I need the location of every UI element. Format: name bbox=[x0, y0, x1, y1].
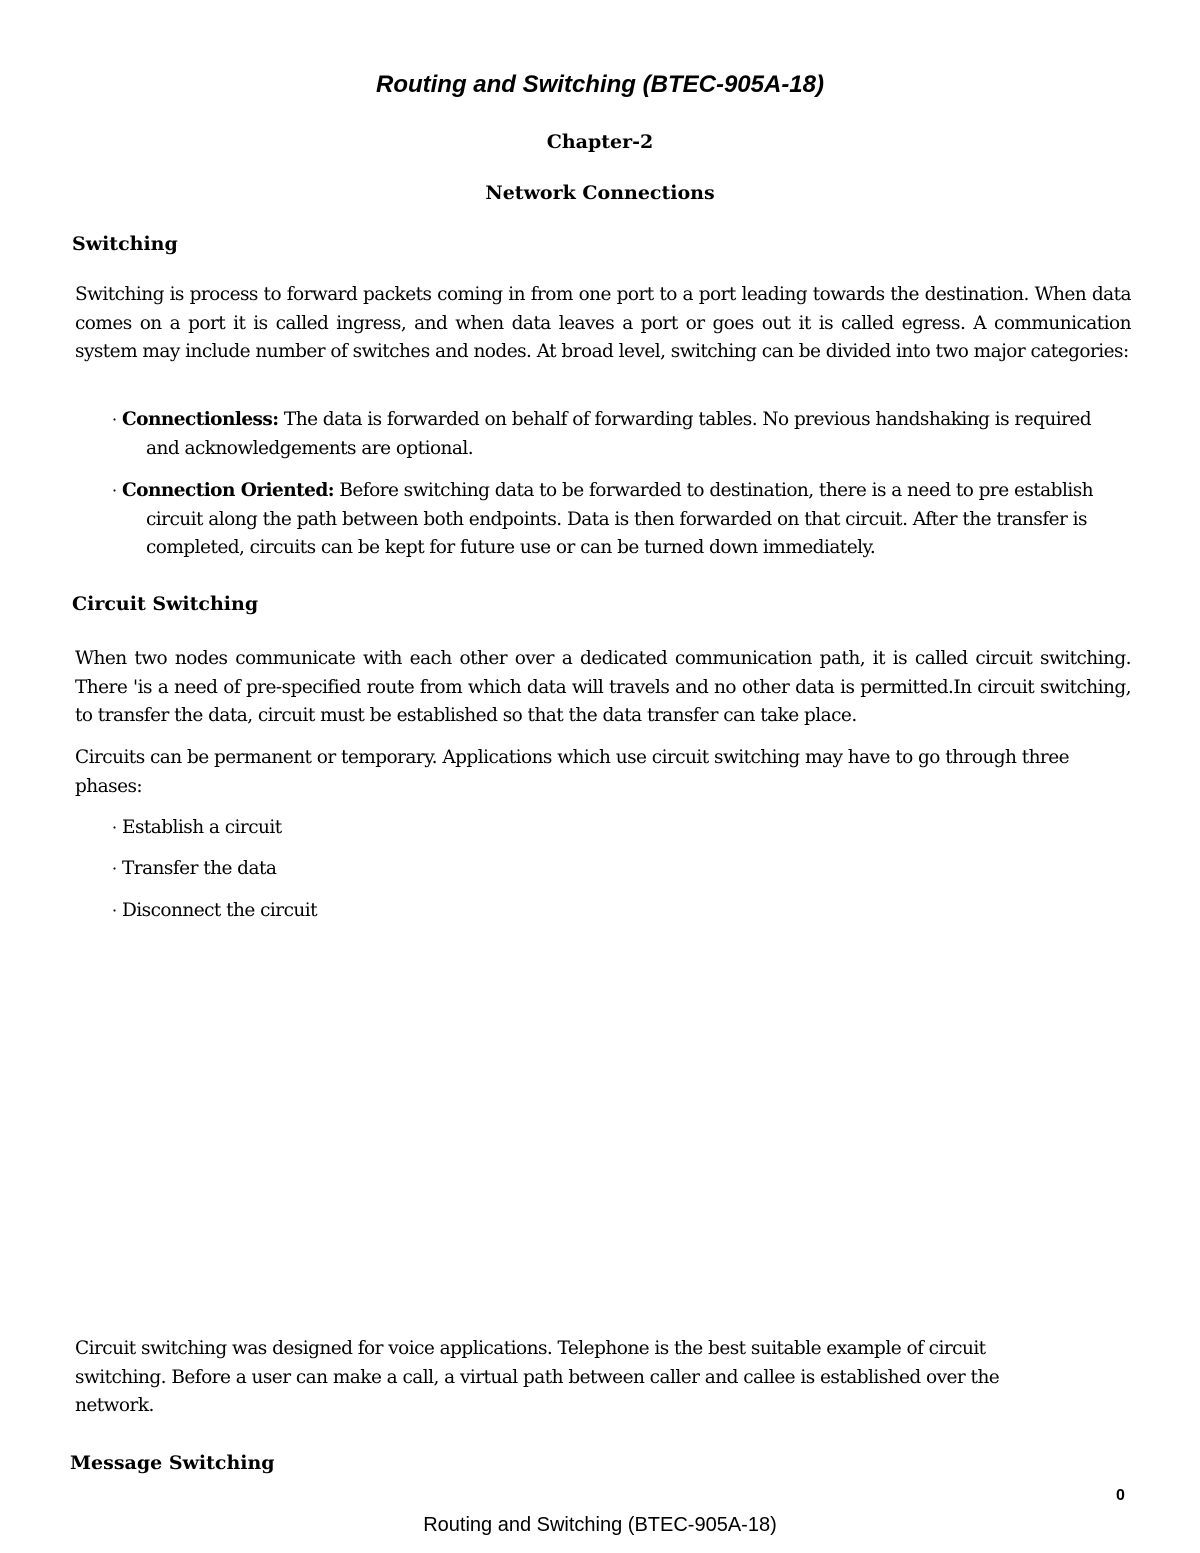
switching-heading: Switching bbox=[72, 233, 178, 255]
phase-item bbox=[112, 898, 317, 924]
page-footer: Routing and Switching (BTEC-905A-18) bbox=[423, 1514, 777, 1536]
phase-item bbox=[112, 815, 282, 841]
chapter-label: Chapter-2 bbox=[546, 131, 654, 153]
circuit-switching-heading: Circuit Switching bbox=[72, 593, 259, 615]
phase-label: Disconnect the circuit bbox=[122, 900, 318, 921]
bullet-dot: · bbox=[112, 859, 117, 878]
bullet-dot: · bbox=[112, 410, 117, 429]
phase-label: Establish a circuit bbox=[122, 817, 282, 838]
chapter-subtitle: Network Connections bbox=[485, 182, 715, 204]
bullet-text: Before switching data to be forwarded to destination, there is a need to pre establish circuit along the path between both endpoints. Data is then forwarded on that circuit. After the transfer is completed, circuits can be kept for future use or can be turned down immediately. bbox=[146, 480, 1093, 558]
circuit-switching-paragraph-1: When two nodes communicate with each other over a dedicated communication path, it is called circuit switching. There 'is a need of pre-specified route from which data will travels and no other data is permitted.In circuit switching, to transfer the data, circuit must be established so that the data transfer can take place. bbox=[75, 648, 1131, 726]
document-title: Routing and Switching (BTEC-905A-18) bbox=[375, 71, 824, 98]
switching-paragraph: Switching is process to forward packets coming in from one port to a port leading towards the destination. When data comes on a port it is called ingress, and when data leaves a port or goes out it is called egress. A communication system may include number of switches and nodes. At broad level, switching can be divided into two major categories: bbox=[75, 284, 1131, 362]
phase-item bbox=[112, 856, 276, 882]
circuit-switching-paragraph-2: Circuits can be permanent or temporary. Applications which use circuit switching may have to go through three phases: bbox=[75, 747, 1070, 797]
bullet-term: Connectionless: bbox=[122, 409, 279, 430]
bullet-connection-oriented bbox=[112, 477, 1127, 563]
circuit-switching-paragraph-3: Circuit switching was designed for voice applications. Telephone is the best suitable example of circuit switching. Before a user can make a call, a virtual path between caller and callee is established over the network. bbox=[75, 1338, 1000, 1416]
phase-label: Transfer the data bbox=[122, 858, 277, 879]
bullet-term: Connection Oriented: bbox=[122, 480, 334, 501]
bullet-text: The data is forwarded on behalf of forwarding tables. No previous handshaking is required and acknowledgements are optional. bbox=[146, 409, 1092, 459]
bullet-dot: · bbox=[112, 481, 117, 500]
bullet-dot: · bbox=[112, 818, 117, 837]
page-number: 0 bbox=[1116, 1487, 1125, 1504]
bullet-dot: · bbox=[112, 901, 117, 920]
bullet-connectionless bbox=[112, 406, 1127, 463]
message-switching-heading: Message Switching bbox=[70, 1452, 275, 1474]
